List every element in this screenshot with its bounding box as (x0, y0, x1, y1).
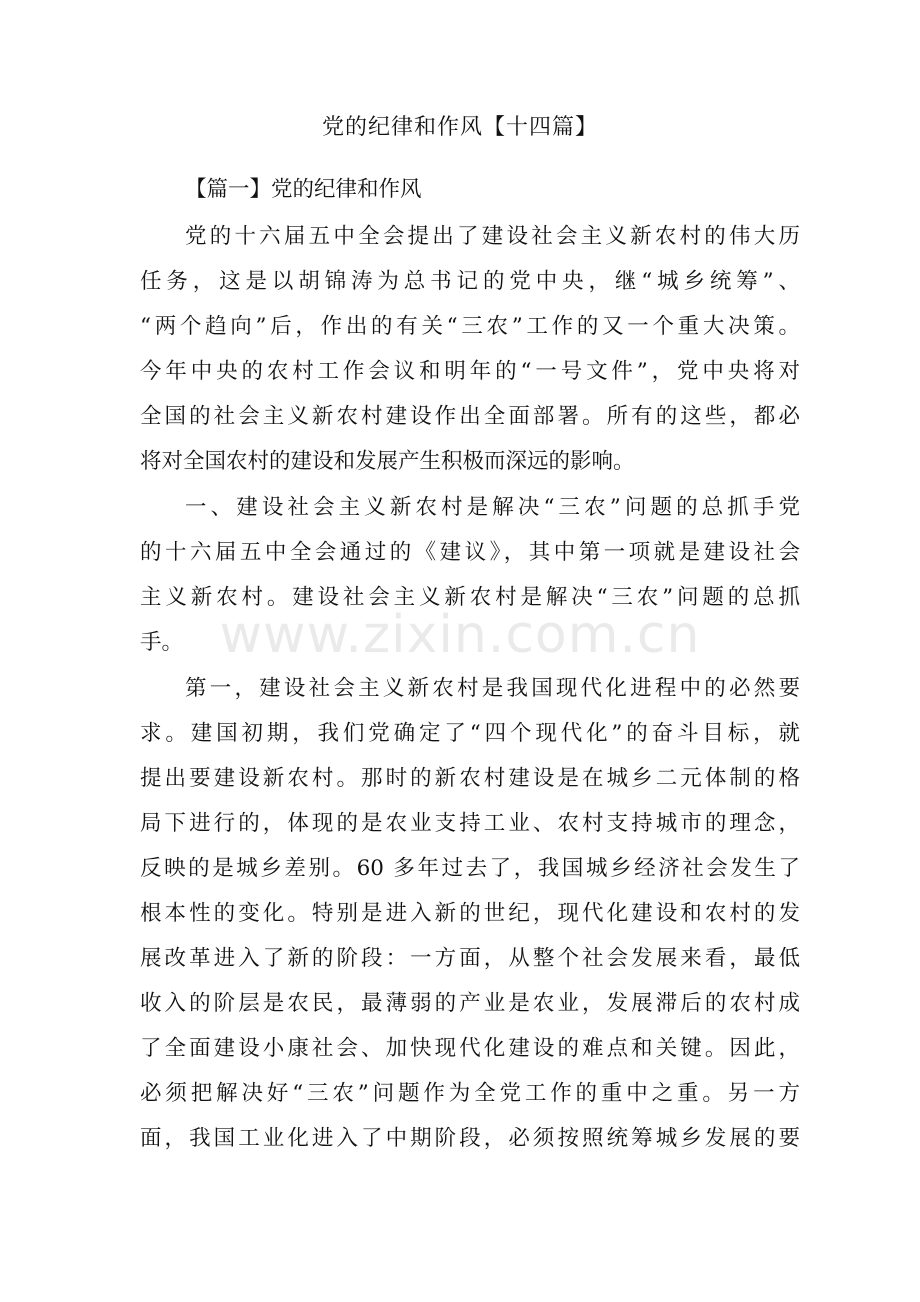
body-line: 主义新农村。建设社会主义新农村是解决“三农”问题的总抓 (140, 585, 800, 610)
body-line: 提出要建设新农村。那时的新农村建设是在城乡二元体制的格 (140, 766, 800, 791)
body-line: 今年中央的农村工作会议和明年的“一号文件”，党中央将对 (140, 359, 800, 384)
body-line: 了全面建设小康社会、加快现代化建设的难点和关键。因此， (140, 1036, 800, 1061)
body-line: “两个趋向”后，作出的有关“三农”工作的又一个重大决策。 (140, 314, 800, 339)
body-line: 必须把解决好“三农”问题作为全党工作的重中之重。另一方 (140, 1081, 800, 1106)
body-line: 将对全国农村的建设和发展产生积极而深远的影响。 (140, 449, 635, 474)
document-title: 党的纪律和作风【十四篇】 (321, 115, 598, 140)
body-line: 的十六届五中全会通过的《建议》，其中第一项就是建设社会 (140, 540, 800, 565)
body-line: 全国的社会主义新农村建设作出全面部署。所有的这些，都必 (140, 404, 800, 429)
body-line: 面，我国工业化进入了中期阶段，必须按照统筹城乡发展的要 (140, 1126, 800, 1151)
body-line: 求。建国初期，我们党确定了“四个现代化”的奋斗目标，就 (140, 721, 800, 746)
body-line: 收入的阶层是农民，最薄弱的产业是农业，发展滞后的农村成 (140, 991, 800, 1016)
watermark: www.zixin.com.cn (219, 605, 701, 665)
body-line: 任务，这是以胡锦涛为总书记的党中央，继“城乡统筹”、 (140, 269, 800, 294)
body-line: 手。 (140, 630, 184, 655)
body-line: 反映的是城乡差别。60 多年过去了，我国城乡经济社会发生了 (140, 856, 800, 881)
section-heading: 【篇一】党的纪律和作风 (185, 177, 422, 202)
body-line: 根本性的变化。特别是进入新的世纪，现代化建设和农村的发 (140, 901, 800, 926)
body-line: 局下进行的，体现的是农业支持工业、农村支持城市的理念， (140, 811, 800, 836)
body-line: 第一，建设社会主义新农村是我国现代化进程中的必然要 (185, 676, 800, 701)
body-line: 展改革进入了新的阶段：一方面，从整个社会发展来看，最低 (140, 946, 800, 971)
body-line: 党的十六届五中全会提出了建设社会主义新农村的伟大历 (185, 224, 800, 249)
body-line: 一、建设社会主义新农村是解决“三农”问题的总抓手党 (185, 495, 800, 520)
